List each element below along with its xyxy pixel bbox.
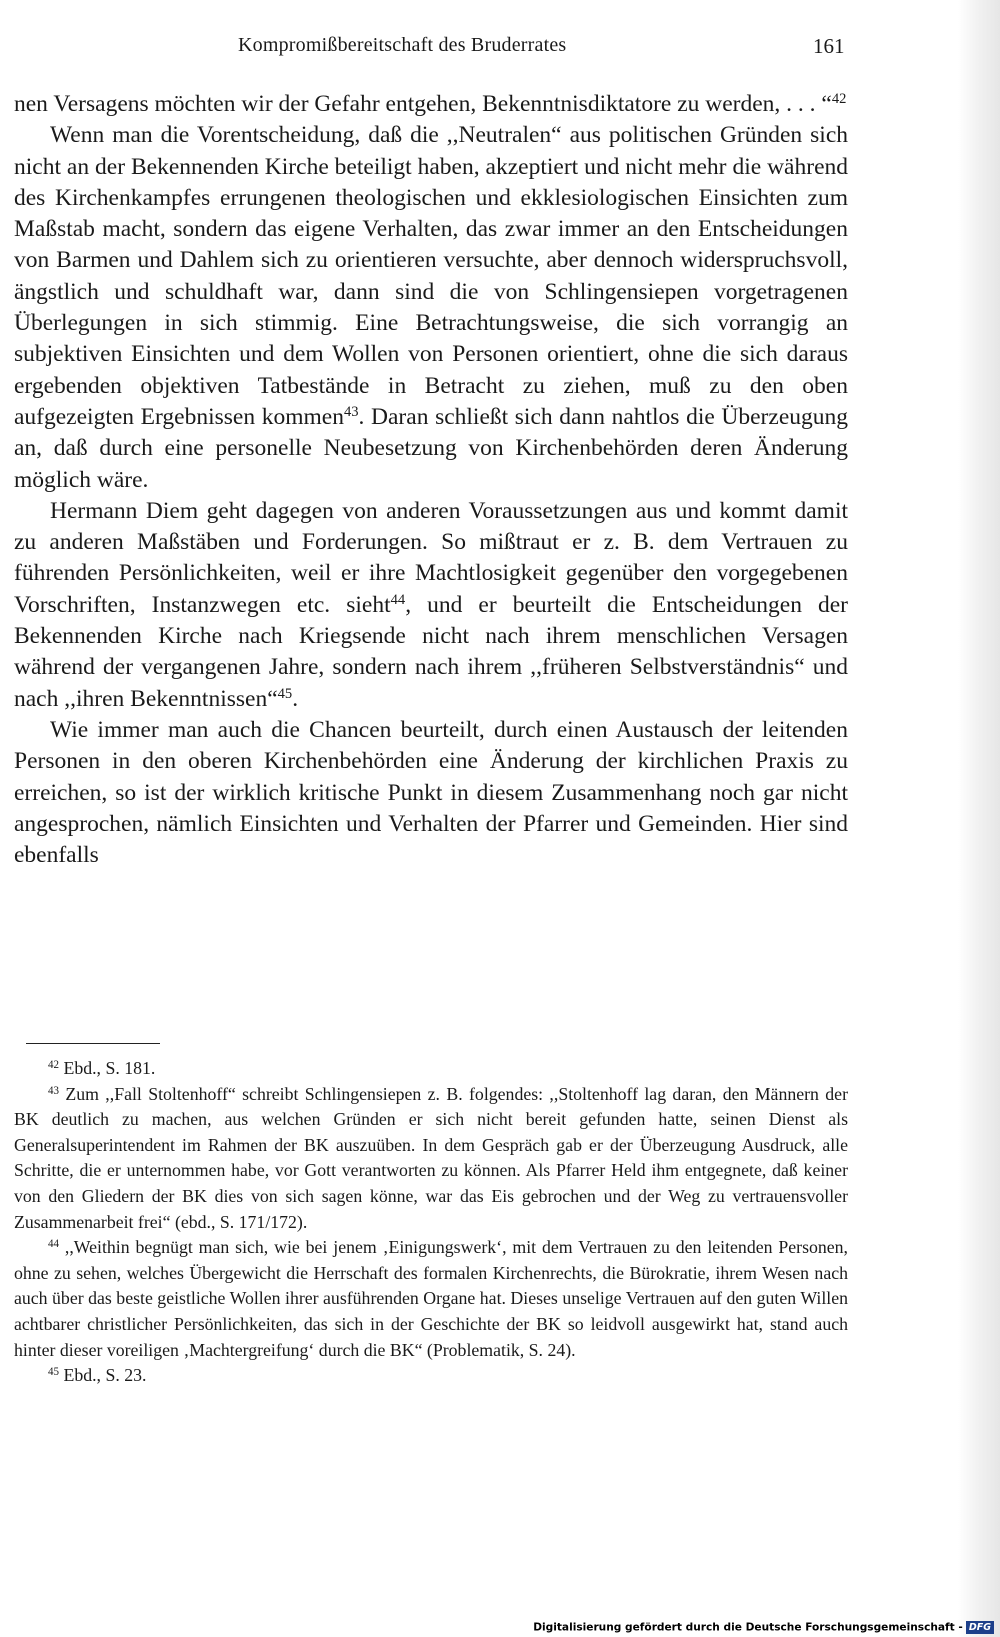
footnote-42 <box>14 1056 848 1082</box>
paragraph-1-text: nen Versagens möchten wir der Gefahr entgehen, Bekenntnisdiktatore zu werden, . . . “ <box>14 91 832 117</box>
paragraph-2-text-b: . Daran schließt sich dann nahtlos die Überzeugung an, daß durch eine personelle Neubesetzung von Kirchenbehörden deren Änderung möglich wäre. <box>14 403 848 493</box>
paragraph-3-text-a: Hermann Diem geht dagegen von anderen Voraussetzungen aus und kommt damit zu anderen Maßstäben und Forderungen. So mißtraut er z. B. dem Vertrauen zu führenden Persönlichkeiten, weil er ihre Machtlosigkeit gegenüber den vorgegebenen Vorschriften, Instanzwegen etc. sieht <box>14 497 848 618</box>
footnote-ref-44: 44 <box>390 591 406 608</box>
running-title: Kompromißbereitschaft des Bruderrates <box>238 34 567 56</box>
paragraph-3 <box>14 496 848 715</box>
footnote-text: Zum ,,Fall Stoltenhoff“ schreibt Schlingensiepen z. B. folgendes: ,,Stoltenhoff lag daran, den Männern der BK deutlich zu machen, aus welchen Gründen er sich nicht bereit gefunden hatte, seinen Dienst als Generalsuperintendent im Rahmen der BK auszuüben. In dem Gespräch gab er der Überzeugung Ausdruck, alle Schritte, die er unternommen habe, vor Gott verantworten zu können. Als Pfarrer Held ihm entgegnete, daß keiner von den Gliedern der BK dies von sich sagen könne, war das Eis gebrochen und der Weg zu vertrauensvoller Zusammenarbeit frei“ (ebd., S. 171/172). <box>14 1083 848 1232</box>
page-number: 161 <box>813 34 845 58</box>
paragraph-3-text-b: , und er beurteilt die Entscheidungen der Bekennenden Kirche nach Kriegsende nicht nach ihrem menschlichen Versagen während der vergangenen Jahre, sondern nach ihrem ,,früheren Selbstverständnis“ und nach ,,ihren Bekenntnissen“ <box>14 591 849 712</box>
paragraph-1 <box>14 89 848 120</box>
footnote-divider <box>26 1043 160 1044</box>
digitization-credit <box>533 1621 994 1634</box>
paragraph-3-text-c: . <box>292 685 299 712</box>
footnote-number: 42 <box>48 1058 60 1071</box>
footnote-43 <box>14 1082 848 1236</box>
footnote-number: 45 <box>48 1366 60 1379</box>
dfg-logo-icon: DFG <box>966 1621 994 1634</box>
footnote-text: Ebd., S. 23. <box>59 1365 147 1386</box>
footnote-text: Ebd., S. 181. <box>59 1058 156 1078</box>
running-head <box>0 34 1000 64</box>
footnote-text: ,,Weithin begnügt man sich, wie bei jenem ‚Einigungswerk‘, mit dem Vertrauen zu den leitenden Personen, ohne zu sehen, welches Übergewicht die Herrschaft des formalen Kirchenrechts, die Bürokratie, ihrem Wesen nach auch über das beste geistliche Wollen ihrer ausführenden Organe hat. Dieses unselige Vertrauen auf den guten Willen achtbarer christlicher Persönlichkeiten, das sich in der Geschichte der BK so leidvoll ausgewirkt hat, stand auch hinter dieser voreiligen ‚Machtergreifung‘ durch die BK“ (Problematik, S. 24). <box>14 1237 848 1360</box>
footnote-number: 44 <box>48 1238 60 1251</box>
footnotes <box>14 1056 848 1389</box>
paragraph-4 <box>14 715 848 871</box>
footnote-ref-43: 43 <box>343 403 359 420</box>
footnote-ref-42: 42 <box>831 91 847 107</box>
paragraph-2-text-a: Wenn man die Vorentscheidung, daß die ,,Neutralen“ aus politischen Gründen sich nicht an der Bekennenden Kirche beteiligt haben, akzeptiert und nicht mehr die während des Kirchenkampfes errungenen theologischen und ekklesiologischen Einsichten zum Maßstab macht, sondern das eigene Verhalten, das zwar immer an den Entscheidungen von Barmen und Dahlem sich zu orientieren versuchte, aber dennoch widerspruchsvoll, ängstlich und schuldhaft war, dann sind die von Schlingensiepen vorgetragenen Überlegungen in sich stimmig. Eine Betrachtungsweise, die sich vorrangig an subjektiven Einsichten und dem Wollen von Personen orientiert, ohne die sich daraus ergebenden objektiven Tatbestände in Betracht zu ziehen, muß zu den oben aufgezeigten Ergebnissen kommen <box>14 122 848 430</box>
page-edge-shadow <box>958 0 1000 1637</box>
paragraph-4-text: Wie immer man auch die Chancen beurteilt, durch einen Austausch der leitenden Personen in den oberen Kirchenbehörden eine Änderung der kirchlichen Praxis zu erreichen, so ist der wirklich kritische Punkt in diesem Zusammenhang noch gar nicht angesprochen, nämlich Einsichten und Verhalten der Pfarrer und Gemeinden. Hier sind ebenfalls <box>14 716 848 869</box>
paragraph-2 <box>14 120 848 496</box>
footnote-number: 43 <box>48 1084 60 1097</box>
credit-text: Digitalisierung gefördert durch die Deutsche Forschungsgemeinschaft - <box>533 1621 963 1634</box>
footnote-ref-45: 45 <box>277 685 293 702</box>
body-text <box>14 89 848 871</box>
footnote-44 <box>14 1235 848 1363</box>
footnote-45 <box>14 1363 848 1389</box>
